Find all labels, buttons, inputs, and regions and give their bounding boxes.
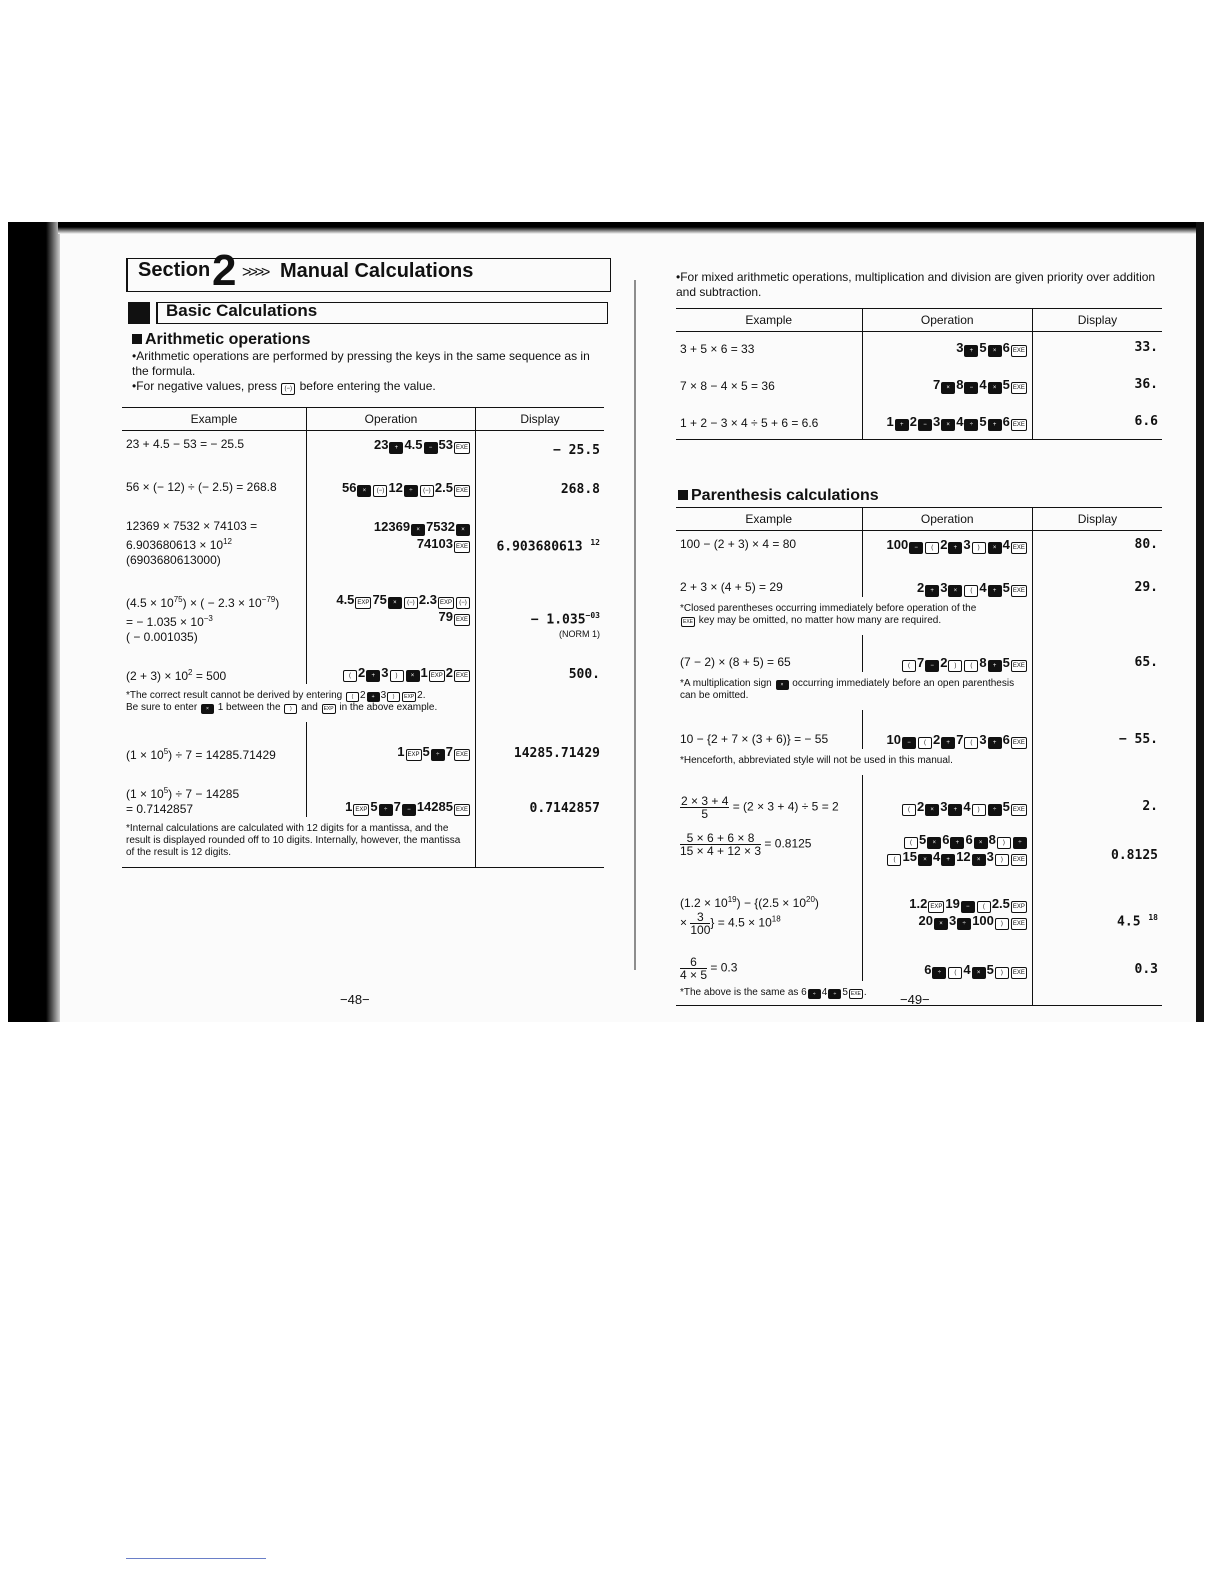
- subsection-title: Basic Calculations: [166, 301, 318, 320]
- close-paren-key-icon: ): [387, 692, 400, 702]
- times-key-icon: ×: [934, 918, 948, 930]
- exe-key-icon: EXE: [454, 541, 470, 553]
- times-key-icon: ×: [411, 524, 425, 536]
- bullet-sequence: •Arithmetic operations are performed by pressing the keys in the same sequence as in the formula.: [132, 349, 590, 378]
- plus-key-icon: +: [948, 542, 962, 554]
- note-row: *Henceforth, abbreviated style will not be used in this manual.: [676, 749, 1162, 775]
- heading-arithmetic: Arithmetic operations: [132, 332, 612, 347]
- col-display: Display: [1032, 508, 1162, 531]
- subsection-header: [126, 302, 608, 324]
- table-row: $(1.2 \times 10^{19}) - \{(2.5 \times 10^{20})$ × $\frac{3}{100}$ } = $4.5 \times 10^{18}$ 1.2 EXP 19 − ( 2.5 EXP 20 × 3 ÷ 100 ) EXE 4.5 $^{18}$: [676, 874, 1162, 944]
- close-paren-key-icon: ): [284, 704, 297, 714]
- open-paren-key-icon: (: [964, 585, 978, 597]
- close-paren-key-icon: ): [995, 918, 1009, 930]
- bullet-negative: •For negative values, press (−) before entering the value.: [132, 379, 436, 393]
- table-row: $(4.5 \times 10^{75})$ × ( − $2.3 \times 10^{-79}$) = − $1.035 \times 10^{-3}$ ( − 0.001035) 4.5 EXP 75 × (−) 2.3 EXP (−) 79 EXE − $1.035^{-03}$ (NORM 1): [122, 576, 604, 653]
- exe-key-icon: EXE: [454, 485, 470, 497]
- exe-key-icon: EXE: [1011, 585, 1027, 597]
- table-row: 3 + 5 × 6 = 33 3 + 5 × 6 EXE 33.: [676, 332, 1162, 366]
- divide-key-icon: ÷: [379, 804, 393, 816]
- times-key-icon: ×: [927, 837, 941, 849]
- heading-parenthesis: Parenthesis calculations: [678, 488, 1162, 503]
- close-paren-key-icon: ): [995, 967, 1009, 979]
- open-paren-key-icon: (: [964, 737, 978, 749]
- minus-key-icon: −: [402, 804, 416, 816]
- exe-key-icon: EXE: [1011, 918, 1027, 930]
- plus-key-icon: +: [950, 837, 964, 849]
- table-row: $\frac{2 \times 3 + 4}{5}$ = (2 × 3 + 4) ÷ 5 = 2 ( 2 × 3 + 4 ) ÷ 5 EXE 2.: [676, 775, 1162, 828]
- neg-key-icon: (−): [373, 485, 387, 497]
- col-example: Example: [676, 508, 862, 531]
- times-key-icon: ×: [974, 837, 988, 849]
- table-row: $\frac{5 \times 6 + 6 \times 8}{15 \times 4 + 12 \times 3}$ = 0.8125 ( 5 × 6 + 6 × 8 ) ÷ ( 15 × 4 + 12 × 3 ) EXE 0.8125: [676, 828, 1162, 874]
- col-operation: Operation: [862, 508, 1032, 531]
- table-row: 2 + 3 × (4 + 5) = 29 2 + 3 × ( 4 + 5 EXE 29.: [676, 562, 1162, 597]
- divide-key-icon: ÷: [964, 419, 978, 431]
- col-display: Display: [476, 408, 605, 431]
- open-paren-key-icon: (: [902, 804, 916, 816]
- minus-key-icon: −: [961, 901, 975, 913]
- table-row: 10 − {2 + 7 × (3 + 6)} = − 55 10 − ( 2 + 7 ( 3 + 6 EXE − 55.: [676, 710, 1162, 749]
- table-row: $(1 \times 10^5) \div 7 = 14285.71429$ 1 EXP 5 ÷ 7 EXE 14285.71429: [122, 722, 604, 771]
- exe-key-icon: EXE: [683, 619, 694, 625]
- book-fold: [634, 280, 642, 970]
- exe-key-icon: EXE: [1011, 967, 1027, 979]
- times-key-icon: ×: [941, 419, 955, 431]
- plus-key-icon: +: [988, 737, 1002, 749]
- exe-key-icon: EXE: [454, 614, 470, 626]
- exp-key-icon: EXP: [353, 804, 369, 816]
- minus-key-icon: −: [918, 419, 932, 431]
- table-row: (7 − 2) × (8 + 5) = 65 ( 7 − 2 ) ( 8 + 5 EXE 65.: [676, 635, 1162, 672]
- plus-key-icon: +: [941, 854, 955, 866]
- times-key-icon: ×: [918, 854, 932, 866]
- plus-key-icon: +: [367, 692, 380, 702]
- chevrons-icon: >>>>: [242, 264, 268, 281]
- times-key-icon: ×: [357, 485, 371, 497]
- right-page: [672, 270, 1162, 1006]
- square-bullet-icon: [678, 490, 688, 500]
- exe-key-icon: EXE: [850, 991, 861, 997]
- times-key-icon: ×: [988, 542, 1002, 554]
- open-paren-key-icon: (: [948, 967, 962, 979]
- plus-key-icon: +: [964, 345, 978, 357]
- times-key-icon: ×: [972, 967, 986, 979]
- divide-key-icon: ÷: [988, 804, 1002, 816]
- square-icon: [128, 302, 150, 324]
- col-operation: Operation: [862, 309, 1032, 332]
- divide-key-icon: ÷: [404, 485, 418, 497]
- plus-key-icon: +: [988, 419, 1002, 431]
- times-key-icon: ×: [972, 854, 986, 866]
- open-paren-key-icon: (: [964, 660, 978, 672]
- neg-key-icon: (−): [404, 597, 418, 609]
- section-word: Section: [138, 259, 211, 281]
- table-row: $\frac{6}{4 \times 5}$ = 0.3 6 ÷ ( 4 × 5 ) EXE 0.3: [676, 944, 1162, 981]
- times-key-icon: ×: [948, 585, 962, 597]
- divide-key-icon: ÷: [828, 989, 841, 999]
- close-paren-key-icon: ): [972, 804, 986, 816]
- exp-key-icon: EXP: [1011, 901, 1027, 913]
- exp-key-icon: EXP: [928, 901, 944, 913]
- neg-key-icon: (−): [456, 597, 470, 609]
- open-paren-key-icon: (: [977, 901, 991, 913]
- scan-top-edge: [58, 222, 1204, 234]
- open-paren-key-icon: (: [904, 837, 918, 849]
- times-key-icon: ×: [201, 704, 214, 714]
- times-key-icon: ×: [406, 670, 420, 682]
- note-row: *Closed parentheses occurring immediately before operation of the EXE key may be omitted, no matter how many are required.: [676, 597, 1162, 635]
- left-page: [118, 246, 612, 868]
- plus-key-icon: +: [988, 585, 1002, 597]
- exp-key-icon: EXP: [429, 670, 445, 682]
- exe-key-icon: EXE: [1011, 737, 1027, 749]
- exp-key-icon: EXP: [438, 597, 454, 609]
- exe-key-icon: EXE: [454, 804, 470, 816]
- open-paren-key-icon: (: [887, 854, 901, 866]
- times-key-icon: ×: [925, 804, 939, 816]
- minus-key-icon: −: [909, 542, 923, 554]
- note-row: *The correct result cannot be derived by entering ( 2 + 3 ) EXP 2. Be sure to enter × 1 between the ) and EXP in the above example.: [122, 684, 604, 722]
- open-paren-key-icon: (: [918, 737, 932, 749]
- exe-key-icon: EXE: [1011, 660, 1027, 672]
- close-paren-key-icon: ): [972, 542, 986, 554]
- times-key-icon: ×: [776, 680, 789, 690]
- open-paren-key-icon: (: [346, 692, 359, 702]
- minus-key-icon: −: [902, 737, 916, 749]
- times-key-icon: ×: [988, 382, 1002, 394]
- scan-left-edge: [8, 222, 60, 1022]
- table-row: $(1 \times 10^5) \div 7 - 14285$ = 0.7142857 1 EXP 5 ÷ 7 − 14285 EXE 0.7142857: [122, 771, 604, 817]
- mixed-operations-table: [676, 308, 1162, 440]
- col-display: Display: [1032, 309, 1162, 332]
- open-paren-key-icon: (: [925, 542, 939, 554]
- minus-key-icon: −: [925, 660, 939, 672]
- col-example: Example: [122, 408, 307, 431]
- close-paren-key-icon: ): [997, 837, 1011, 849]
- exp-key-icon: EXP: [404, 694, 415, 700]
- table-row: $(2 + 3) \times 10^2 = 500$ ( 2 + 3 ) × 1 EXP 2 EXE 500.: [122, 653, 604, 684]
- plus-key-icon: +: [895, 419, 909, 431]
- exe-key-icon: EXE: [1011, 345, 1027, 357]
- square-bullet-icon: [132, 334, 142, 344]
- exp-key-icon: EXP: [323, 706, 334, 712]
- exp-key-icon: EXP: [406, 749, 422, 761]
- times-key-icon: ×: [456, 524, 470, 536]
- table-row: 100 − (2 + 3) × 4 = 80 100 − ( 2 + 3 ) × 4 EXE 80.: [676, 531, 1162, 563]
- close-paren-key-icon: ): [948, 660, 962, 672]
- section-header: [126, 246, 611, 295]
- exp-key-icon: EXP: [355, 597, 371, 609]
- times-key-icon: ×: [941, 382, 955, 394]
- neg-key-icon: (−): [420, 485, 434, 497]
- plus-key-icon: +: [389, 442, 403, 454]
- parenthesis-table: [676, 507, 1162, 1006]
- section-number: 2: [212, 246, 237, 295]
- table-row: 1 + 2 − 3 × 4 ÷ 5 + 6 = 6.6 1 + 2 − 3 × 4 ÷ 5 + 6 EXE 6.6: [676, 402, 1162, 440]
- note-row: *The above is the same as 6 ÷ 4 ÷ 5 EXE .: [676, 981, 1162, 1006]
- table-row: 12369 × 7532 × 74103 = $6.903680613 \times 10^{12}$ (6903680613000) 12369 × 7532 × 74103 EXE 6.903680613 $^{12}$: [122, 505, 604, 576]
- neg-key-icon: (−): [281, 383, 295, 395]
- footer-rule: [126, 1558, 266, 1559]
- exe-key-icon: EXE: [1011, 804, 1027, 816]
- note-row: *Internal calculations are calculated with 12 digits for a mantissa, and the result is displayed rounded off to 10 digits. Internally, however, the mantissa of the result is 12 digits.: [122, 817, 604, 868]
- exe-key-icon: EXE: [454, 670, 470, 682]
- minus-key-icon: −: [424, 442, 438, 454]
- exe-key-icon: EXE: [454, 442, 470, 454]
- times-key-icon: ×: [988, 345, 1002, 357]
- arithmetic-table: [122, 407, 604, 868]
- exe-key-icon: EXE: [1011, 854, 1027, 866]
- plus-key-icon: +: [941, 737, 955, 749]
- open-paren-key-icon: (: [343, 670, 357, 682]
- table-row: 23 + 4.5 − 53 = − 25.5 23 + 4.5 − 53 EXE − 25.5: [122, 431, 604, 467]
- plus-key-icon: +: [925, 585, 939, 597]
- exe-key-icon: EXE: [1011, 382, 1027, 394]
- times-key-icon: ×: [388, 597, 402, 609]
- table-row: 7 × 8 − 4 × 5 = 36 7 × 8 − 4 × 5 EXE 36.: [676, 365, 1162, 402]
- plus-key-icon: +: [988, 660, 1002, 672]
- note-row: *A multiplication sign × occurring immediately before an open parenthesis can be omitted.: [676, 672, 1162, 710]
- close-paren-key-icon: ): [995, 854, 1009, 866]
- exe-key-icon: EXE: [1011, 542, 1027, 554]
- divide-key-icon: ÷: [808, 989, 821, 999]
- plus-key-icon: +: [948, 804, 962, 816]
- open-paren-key-icon: (: [902, 660, 916, 672]
- divide-key-icon: ÷: [431, 749, 445, 761]
- col-example: Example: [676, 309, 862, 332]
- minus-key-icon: −: [964, 382, 978, 394]
- page-number-right: −49−: [900, 992, 930, 1007]
- scan-right-edge: [1196, 222, 1204, 1022]
- exe-key-icon: EXE: [1011, 419, 1027, 431]
- divide-key-icon: ÷: [932, 967, 946, 979]
- close-paren-key-icon: ): [390, 670, 404, 682]
- col-operation: Operation: [307, 408, 476, 431]
- page-number-left: −48−: [340, 992, 370, 1007]
- exe-key-icon: EXE: [454, 749, 470, 761]
- bullet-mixed-operations: •For mixed arithmetic operations, multiplication and division are given priority over addition and subtraction.: [676, 270, 1156, 299]
- section-title: Manual Calculations: [280, 260, 474, 282]
- divide-key-icon: ÷: [957, 918, 971, 930]
- table-row: 56 × (− 12) ÷ (− 2.5) = 268.8 56 × (−) 12 ÷ (−) 2.5 EXE 268.8: [122, 466, 604, 505]
- divide-key-icon: ÷: [1013, 837, 1027, 849]
- plus-key-icon: +: [366, 670, 380, 682]
